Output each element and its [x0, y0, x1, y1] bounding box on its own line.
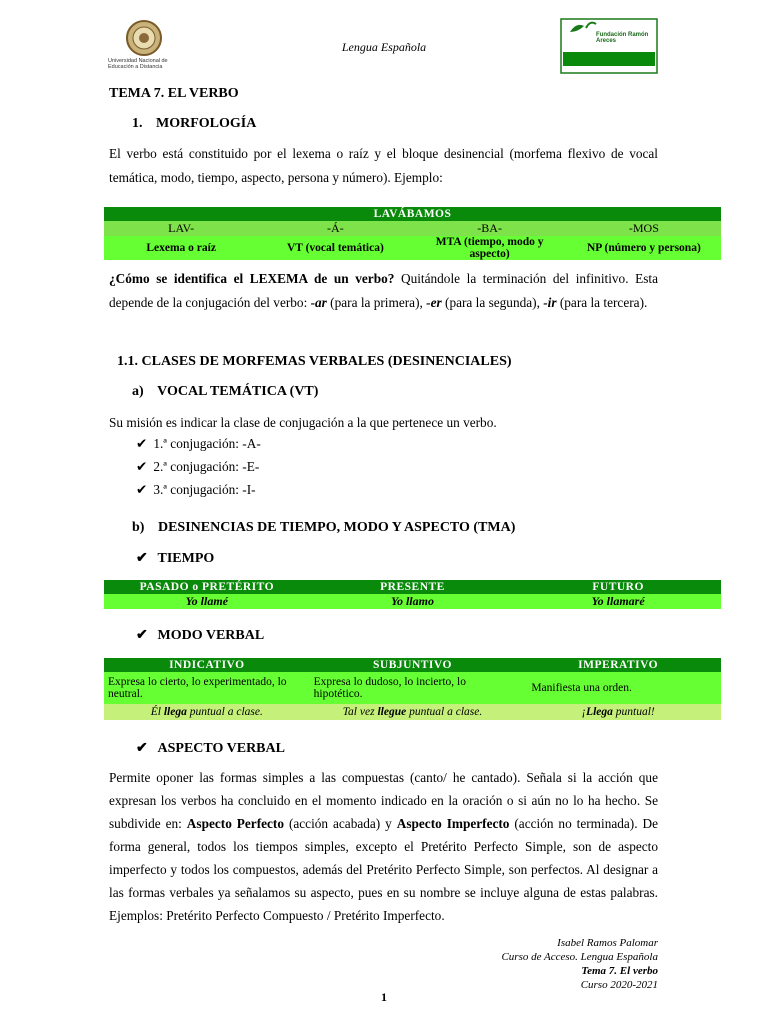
footer-course: Curso de Acceso. Lengua Española [501, 951, 658, 963]
label-lexema: Lexema o raíz [104, 236, 258, 260]
footer-year: Curso 2020-2021 [580, 979, 658, 991]
section-1-number: 1. [132, 116, 143, 131]
checkmark-icon: ✔ [136, 551, 148, 566]
list-item [136, 436, 261, 459]
tiempo-example-futuro: Yo llamaré [515, 594, 721, 609]
ex-pre: Tal vez [342, 706, 378, 718]
modo-example-imperativo [515, 704, 721, 720]
lexema-text-3: (para la segunda), [441, 295, 544, 310]
modo-table [104, 658, 721, 720]
ex-post: puntual a clase. [406, 706, 483, 718]
tiempo-table [104, 580, 721, 609]
conjugation-1: 1.ª conjugación: -A- [153, 436, 261, 451]
ex-verb: Llega [586, 706, 613, 718]
part-np: -MOS [567, 221, 721, 236]
tiempo-heading [136, 550, 214, 567]
aspecto-perfecto: Aspecto Perfecto [186, 816, 285, 831]
tiempo-head-presente: PRESENTE [310, 580, 516, 594]
paragraph-1: El verbo está constituido por el lexema o raíz y el bloque desinencial (morfema flexivo de vocal temática, modo, tiempo, aspecto, persona y número). Ejemplo: [109, 146, 658, 185]
header-title: Lengua Española [341, 40, 427, 54]
checkmark-icon: ✔ [136, 459, 148, 474]
section-1-heading [132, 116, 256, 132]
section-1-title: MORFOLOGÍA [156, 116, 257, 131]
section-a-title: VOCAL TEMÁTICA (VT) [157, 384, 319, 399]
paragraph-aspecto [109, 766, 658, 927]
ending-er: -er [426, 295, 442, 310]
ex-pre: Él [150, 706, 164, 718]
modo-example-subjuntivo [310, 704, 516, 720]
footer-topic: Tema 7. El verbo [581, 965, 658, 977]
modo-head-imperativo: IMPERATIVO [515, 658, 721, 672]
tiempo-title: TIEMPO [157, 551, 215, 566]
ramon-areces-logo [560, 18, 658, 74]
aspecto-imperfecto: Aspecto Imperfecto [396, 816, 510, 831]
aspecto-text-1: Permite oponer las formas simples a las compuestas (canto/ he cantado). Señala si la acción que expresan los verbos ha concluido en el momento indicado en la oración o si aún no lo ha hecho. Se subdivide en: [109, 770, 658, 831]
modo-title: MODO VERBAL [157, 628, 265, 643]
lexema-text-2: (para la primera), [326, 295, 427, 310]
checkmark-icon: ✔ [136, 436, 148, 451]
modo-example-indicativo [104, 704, 310, 720]
ending-ir: -ir [543, 295, 557, 310]
modo-desc-imperativo: Manifiesta una orden. [515, 672, 721, 704]
ex-verb: llega [163, 706, 187, 718]
tiempo-head-pasado: PASADO o PRETÉRITO [104, 580, 310, 594]
checkmark-icon: ✔ [136, 628, 148, 643]
ramon-areces-text: Fundación Ramón Areces [596, 32, 649, 44]
paragraph-vt: Su misión es indicar la clase de conjugación a la que pertenece un verbo. [109, 415, 497, 430]
aspecto-heading [136, 740, 285, 757]
aspecto-text-2: (acción acabada) y [284, 816, 397, 831]
tiempo-example-pasado: Yo llamé [104, 594, 310, 609]
ex-verb: llegue [377, 706, 407, 718]
ending-ar: -ar [310, 295, 327, 310]
footer-author: Isabel Ramos Palomar [557, 937, 658, 949]
section-1-1-heading: 1.1. CLASES DE MORFEMAS VERBALES (DESINENCIALES) [117, 354, 512, 369]
part-vt: -Á- [258, 221, 412, 236]
ex-post: puntual! [612, 706, 655, 718]
uned-logo-text: Universidad Nacional de Educación a Distancia [108, 58, 168, 70]
part-mta: -BA- [413, 221, 567, 236]
paragraph-lexema [109, 267, 658, 315]
modo-desc-indicativo: Expresa lo cierto, lo experimentado, lo neutral. [104, 672, 310, 704]
conjugation-list [136, 436, 261, 505]
section-a-heading [132, 384, 318, 400]
checkmark-icon: ✔ [136, 482, 148, 497]
tiempo-head-futuro: FUTURO [515, 580, 721, 594]
section-b-heading [132, 520, 515, 536]
ex-pre: ¡ [581, 706, 587, 718]
label-vt: VT (vocal temática) [258, 236, 412, 260]
footer [501, 936, 658, 992]
ex-post: puntual a clase. [186, 706, 263, 718]
page-number: 1 [381, 990, 387, 1004]
list-item [136, 459, 261, 482]
conjugation-3: 3.ª conjugación: -I- [153, 482, 256, 497]
modo-head-indicativo: INDICATIVO [104, 658, 310, 672]
checkmark-icon: ✔ [136, 741, 148, 756]
lexema-text-4: (para la tercera). [556, 295, 648, 310]
section-b-title: DESINENCIAS DE TIEMPO, MODO Y ASPECTO (TMA) [157, 520, 516, 535]
aspecto-title: ASPECTO VERBAL [157, 741, 285, 756]
lexema-question: ¿Cómo se identifica el LEXEMA de un verbo? [109, 271, 395, 286]
label-np: NP (número y persona) [567, 236, 721, 260]
label-mta: MTA (tiempo, modo y aspecto) [413, 236, 567, 260]
list-item [136, 482, 261, 505]
section-b-number: b) [132, 520, 145, 535]
aspecto-text-3: (acción no terminada). De forma general, todos los tiempos simples, excepto el Pretérito Perfecto Simple, son de aspecto imperfecto y todos los compuestos, además del Pretérito Perfecto Simple, son perfectos. Al designar a las formas verbales ya señalamos su aspecto, pues en su nombre se incluye alguna de estas palabras. Ejemplos: Pretérito Perfecto Compuesto / Pretérito Imperfecto. [109, 816, 658, 923]
lavabamos-table [104, 207, 721, 260]
modo-heading [136, 627, 264, 644]
lexema-text-1: Quitándole la terminación del infinitivo. Esta depende de la conjugación del verbo: [109, 271, 658, 310]
part-lexema: LAV- [104, 221, 258, 236]
doc-title: TEMA 7. EL VERBO [109, 86, 239, 101]
conjugation-2: 2.ª conjugación: -E- [153, 459, 260, 474]
lavabamos-head: LAVÁBAMOS [104, 207, 721, 221]
section-a-number: a) [132, 384, 144, 399]
modo-desc-subjuntivo: Expresa lo dudoso, lo incierto, lo hipotético. [310, 672, 516, 704]
modo-head-subjuntivo: SUBJUNTIVO [310, 658, 516, 672]
tiempo-example-presente: Yo llamo [310, 594, 516, 609]
